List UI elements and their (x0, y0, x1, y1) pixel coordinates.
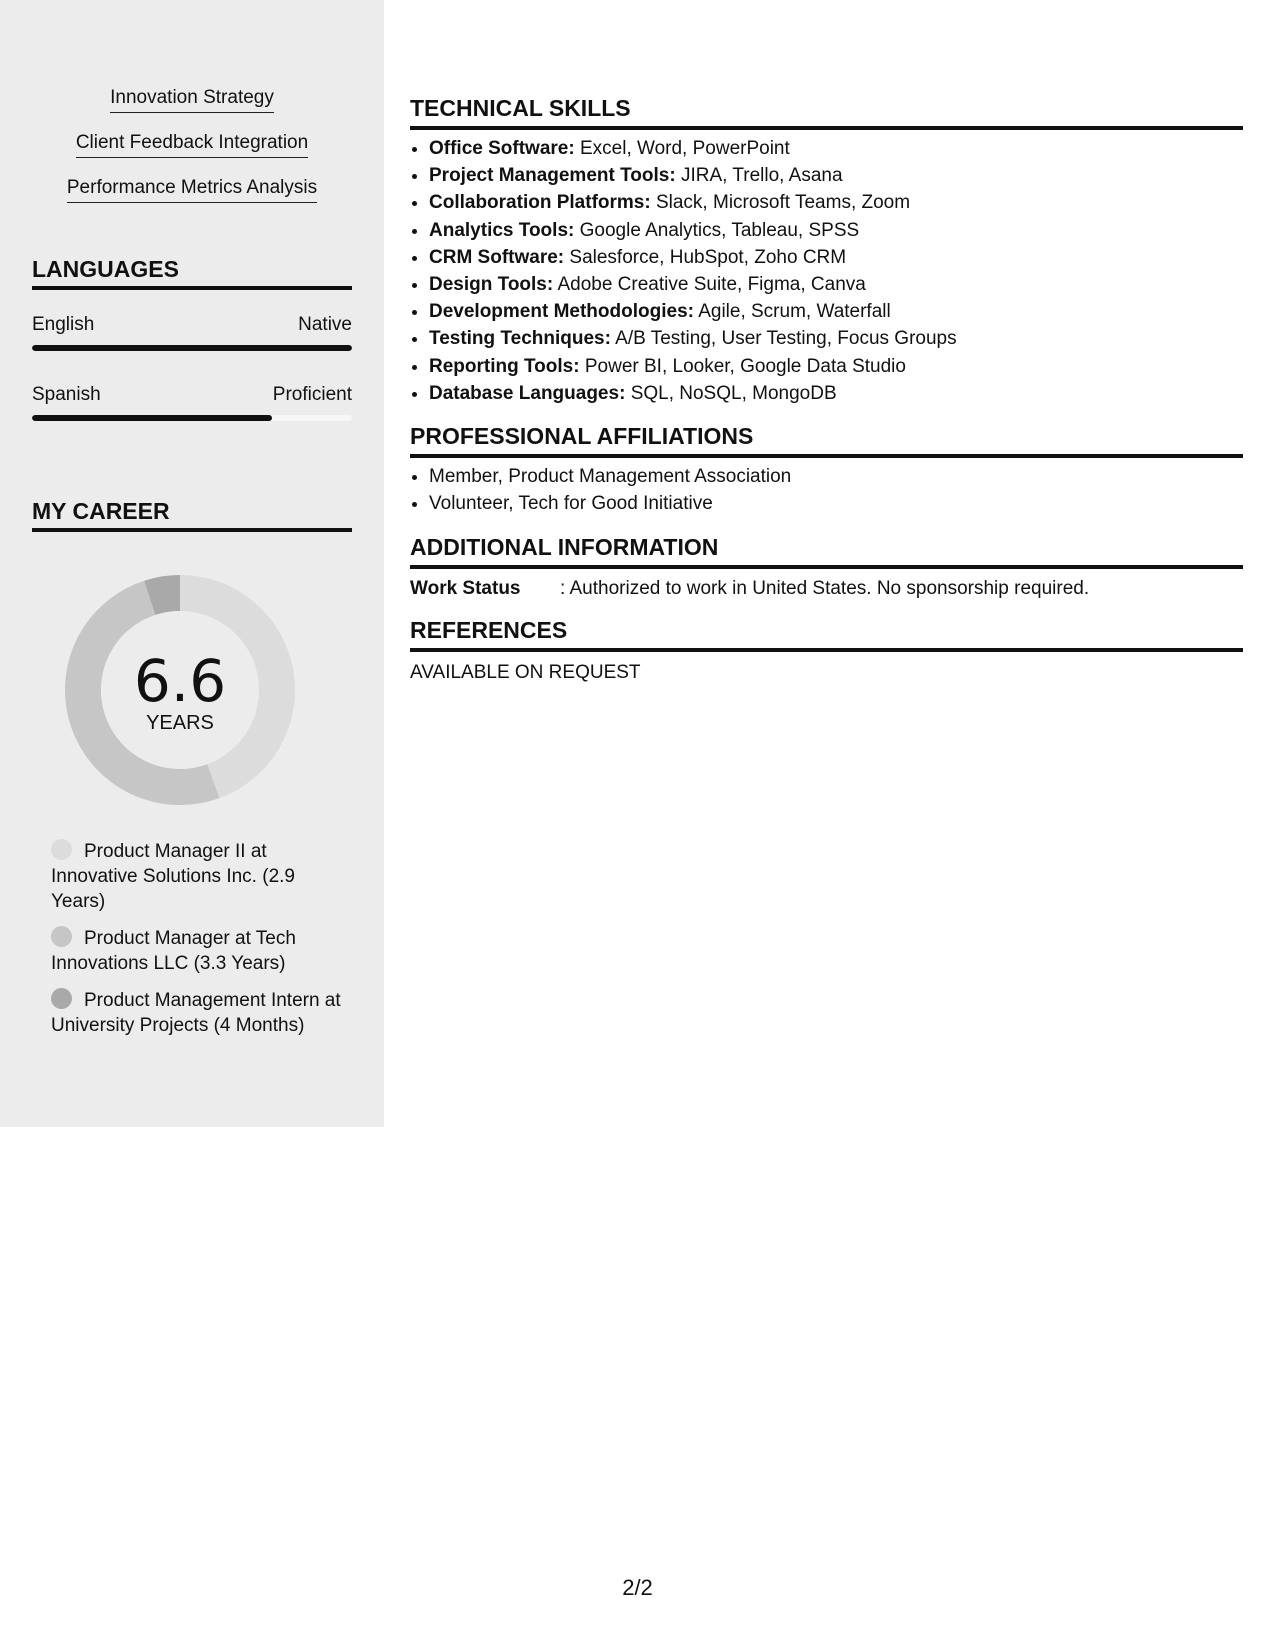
career-heading: MY CAREER (32, 497, 352, 532)
career-item-text: Product Management Intern at University Projects (4 Months) (51, 990, 341, 1036)
technical-skill-value: Power BI, Looker, Google Data Studio (584, 355, 906, 377)
career-donut-chart (65, 575, 295, 805)
skill-tag: Innovation Strategy (110, 86, 274, 113)
technical-skill-label: Design Tools: (429, 274, 554, 296)
technical-skill-label: CRM Software: (429, 246, 565, 268)
language-row-spanish (32, 383, 352, 421)
technical-skill-value: A/B Testing, User Testing, Focus Groups (615, 328, 957, 350)
language-row-english (32, 313, 352, 351)
work-status-label: Work Status (410, 578, 521, 599)
technical-skill-value: Slack, Microsoft Teams, Zoom (655, 192, 911, 214)
technical-skill-label: Development Methodologies: (429, 301, 694, 323)
skill-tag: Performance Metrics Analysis (67, 176, 317, 203)
donut-center (65, 575, 295, 805)
technical-skill-label: Reporting Tools: (429, 355, 580, 377)
references-heading: REFERENCES (410, 616, 1243, 652)
technical-skill-label: Collaboration Platforms: (429, 192, 651, 214)
affiliations-heading: PROFESSIONAL AFFILIATIONS (410, 422, 1243, 458)
technical-skill-label: Analytics Tools: (429, 219, 575, 241)
language-name: English (32, 314, 95, 335)
work-status-row (410, 577, 1089, 601)
language-proficiency-bar (32, 415, 352, 421)
technical-skill-value: Salesforce, HubSpot, Zoho CRM (569, 246, 847, 268)
language-name: Spanish (32, 384, 101, 405)
career-item (51, 839, 341, 914)
language-proficiency-bar (32, 345, 352, 351)
technical-skill-item (429, 135, 957, 162)
technical-skill-item (429, 162, 957, 189)
career-list (51, 839, 341, 1050)
technical-skills-heading: TECHNICAL SKILLS (410, 94, 1243, 130)
technical-skills-list (410, 135, 957, 407)
affiliations-list (410, 463, 791, 517)
career-legend-dot (51, 839, 72, 860)
technical-skill-item (429, 189, 957, 216)
technical-skill-label: Office Software: (429, 138, 575, 159)
technical-skill-label: Database Languages: (429, 382, 626, 404)
language-proficiency-fill (32, 345, 352, 351)
career-total-value: 6.6 (133, 647, 227, 715)
technical-skill-item (429, 325, 957, 352)
list-item: • Member, Product Management Association (429, 463, 791, 490)
work-status-value: : Authorized to work in United States. No sponsorship required. (560, 578, 1090, 599)
page-number: 2/2 (622, 1575, 653, 1600)
technical-skill-value: SQL, NoSQL, MongoDB (630, 382, 837, 404)
skill-tag: Client Feedback Integration (76, 131, 308, 158)
technical-skill-value: Adobe Creative Suite, Figma, Canva (557, 274, 866, 296)
sidebar (0, 0, 384, 1127)
language-level: Proficient (272, 384, 352, 405)
technical-skill-label: Testing Techniques: (429, 328, 611, 350)
languages-heading: LANGUAGES (32, 255, 352, 290)
career-item (51, 988, 341, 1038)
career-legend-dot (51, 926, 72, 947)
technical-skill-item (429, 271, 957, 298)
technical-skill-item (429, 244, 957, 271)
language-level: Native (298, 314, 352, 335)
technical-skill-value: Agile, Scrum, Waterfall (698, 301, 891, 323)
career-item-text: Product Manager at Tech Innovations LLC (3.3 Years) (51, 928, 296, 974)
career-item-text: Product Manager II at Innovative Solutions Inc. (2.9 Years) (51, 841, 295, 912)
additional-info-heading: ADDITIONAL INFORMATION (410, 533, 1243, 569)
technical-skill-item (429, 353, 957, 380)
references-text: AVAILABLE ON REQUEST (410, 662, 641, 683)
technical-skill-item (429, 217, 957, 244)
career-item (51, 926, 341, 976)
skill-tags (0, 86, 384, 221)
career-total-unit: YEARS (146, 712, 214, 734)
technical-skill-item (429, 380, 957, 407)
technical-skill-value: Excel, Word, PowerPoint (579, 138, 790, 159)
language-proficiency-fill (32, 415, 272, 421)
technical-skill-item (429, 298, 957, 325)
list-item: • Volunteer, Tech for Good Initiative (429, 490, 791, 517)
technical-skill-label: Project Management Tools: (429, 165, 676, 187)
technical-skill-value: Google Analytics, Tableau, SPSS (579, 219, 860, 241)
career-legend-dot (51, 988, 72, 1009)
technical-skill-value: JIRA, Trello, Asana (680, 165, 843, 187)
